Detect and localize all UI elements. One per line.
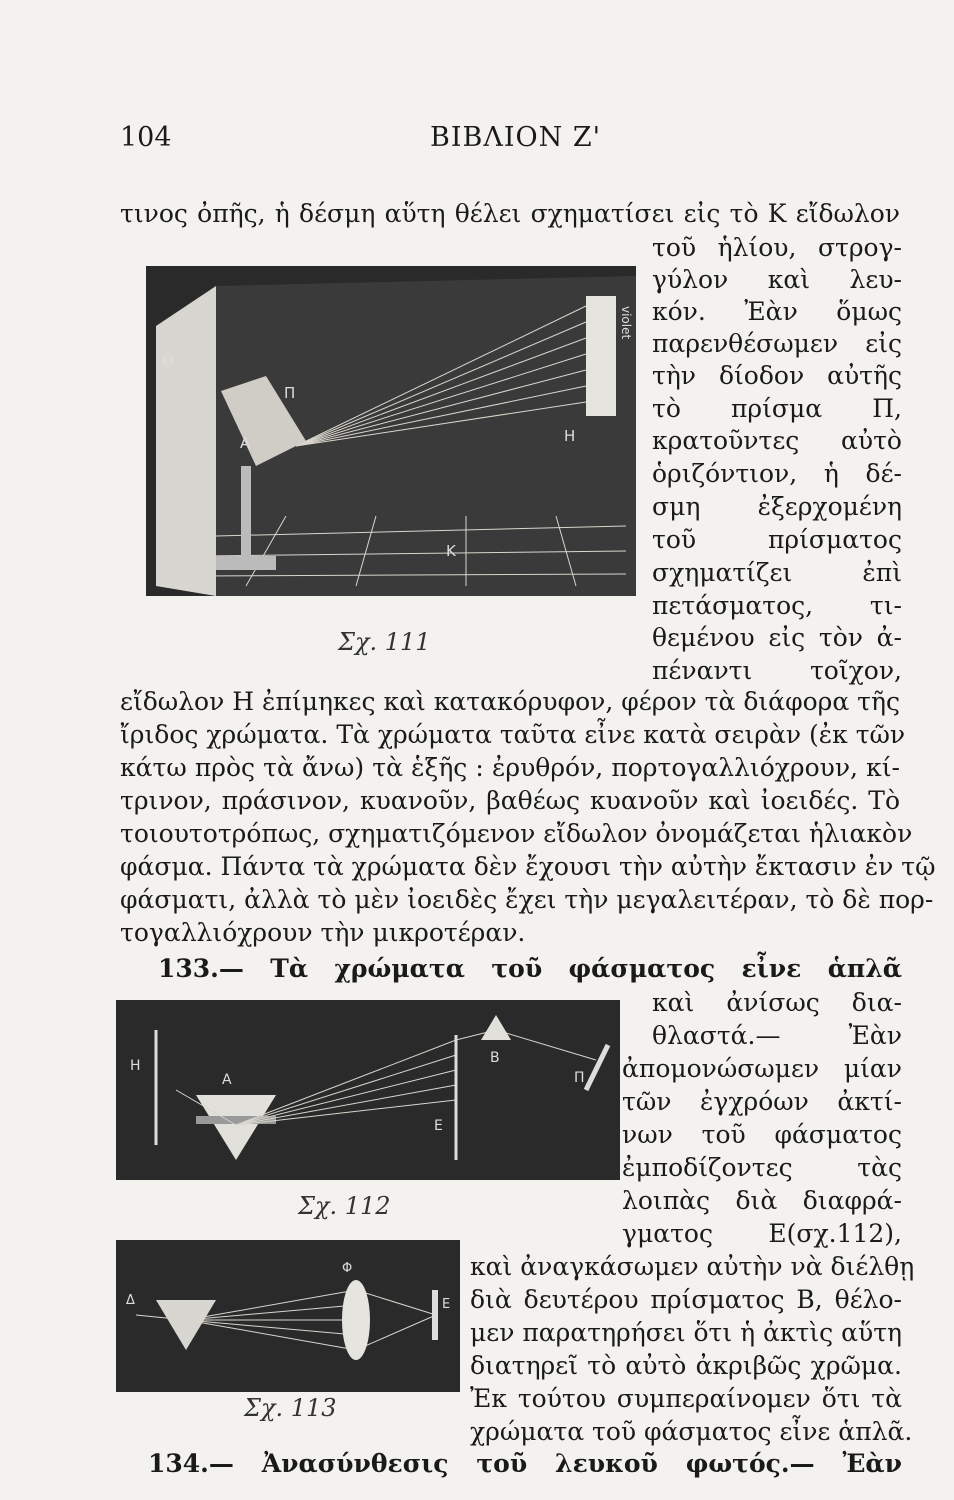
label-alpha: Α [222, 1072, 232, 1088]
text-line: φάσματι, ἀλλὰ τὸ μὲν ἰοειδὲς ἔχει τὴν μεγαλειτέραν, τὸ δὲ πορ- [120, 885, 934, 914]
figure-113-caption: Σχ. 113 [244, 1394, 337, 1422]
figure-112 [116, 1000, 620, 1180]
text-line: γύλον καὶ λευ- [652, 265, 902, 294]
text-line: σμη ἐξερχομένη [652, 492, 902, 521]
text-line: καὶ ἀνίσως δια- [652, 988, 902, 1017]
text-line: Ἐκ τούτου συμπεραίνομεν ὅτι τὰ [470, 1384, 902, 1413]
text-line: ἀπομονώσωμεν μίαν [622, 1054, 902, 1083]
figure-112-caption: Σχ. 112 [298, 1192, 391, 1220]
label-theta: Θ [162, 352, 174, 370]
text-line: τοῦ πρίσματος [652, 525, 902, 554]
text-line: τὸ πρίσμα Π, [652, 394, 902, 423]
text-line: εἴδωλον Η ἐπίμηκες καὶ κατακόρυφον, φέρον τὰ διάφορα τῆς [120, 687, 900, 716]
text-line: τοῦ ἡλίου, στρογ- [652, 233, 902, 262]
figure-113 [116, 1240, 460, 1392]
text-line: νων τοῦ φάσματος [622, 1120, 902, 1149]
text-line: γματος Ε(σχ.112), [622, 1219, 902, 1248]
text-line: φάσμα. Πάντα τὰ χρώματα δὲν ἔχουσι τὴν αὐτὴν ἔκτασιν ἐν τῷ [120, 852, 936, 881]
text-line: τογαλλιόχρουν τὴν μικροτέραν. [120, 918, 526, 947]
text-line: σχηματίζει ἐπὶ [652, 558, 902, 587]
page-header [120, 122, 900, 162]
text-line: διὰ δευτέρου πρίσματος Β, θέλο- [470, 1285, 902, 1314]
text-line: ἴριδος χρώματα. Τὰ χρώματα ταῦτα εἶνε κατὰ σειρὰν (ἐκ τῶν [120, 720, 906, 749]
text-line: μεν παρατηρήσει ὅτι ἡ ἀκτὶς αὕτη [470, 1318, 903, 1347]
label-pi: Π [284, 384, 296, 402]
text-line: τινος ὀπῆς, ἡ δέσμη αὕτη θέλει σχηματίσει εἰς τὸ Κ εἴδωλον [120, 199, 900, 228]
text-line: πέναντι τοῖχον, [652, 656, 902, 685]
label-epsilon: Ε [434, 1118, 443, 1134]
page-number: 104 [120, 122, 172, 153]
text-line: λοιπὰς διὰ διαφρά- [622, 1186, 902, 1215]
text-line: τρινον, πράσινον, κυανοῦν, βαθέως κυανοῦν καὶ ἰοειδές. Τὸ [120, 786, 900, 815]
label-eta: Η [564, 427, 576, 445]
figure-111 [146, 266, 636, 596]
label-kappa: Κ [446, 542, 456, 560]
text-line: κρατοῦντες αὐτὸ [652, 426, 902, 455]
label-alpha: Α [240, 434, 251, 452]
text-line: θεμένου εἰς τὸν ἀ- [652, 623, 902, 652]
label-delta: Δ [126, 1293, 135, 1308]
section-133-heading: 133.— Τὰ χρώματα τοῦ φάσματος εἶνε ἁπλᾶ [158, 954, 902, 983]
label-phi: Φ [342, 1261, 353, 1276]
text-line: θλαστά.— Ἐὰν [652, 1021, 902, 1050]
text-line: ἐμποδίζοντες τὰς [622, 1153, 902, 1182]
text-line: τοιουτοτρόπως, σχηματιζόμενον εἴδωλον ὀνομάζεται ἡλιακὸν [120, 819, 913, 848]
figure-111-caption: Σχ. 111 [338, 628, 431, 656]
label-pi: Π [574, 1070, 585, 1086]
text-line: ὁριζόντιον, ἡ δέ- [652, 459, 902, 488]
text-line: χρώματα τοῦ φάσματος εἶνε ἁπλᾶ. [470, 1417, 913, 1446]
label-beta: Β [490, 1050, 500, 1066]
text-line: τὴν δίοδον αὐτῆς [652, 361, 902, 390]
text-line: τῶν ἐγχρόων ἀκτί- [622, 1087, 902, 1116]
section-134-heading: 134.— Ἀνασύνθεσις τοῦ λευκοῦ φωτός.— Ἐὰν [148, 1449, 902, 1478]
text-line: διατηρεῖ τὸ αὐτὸ ἀκριβῶς χρῶμα. [470, 1351, 902, 1380]
text-line: κόν. Ἐὰν ὅμως [652, 297, 902, 326]
label-eta: Η [130, 1058, 141, 1074]
running-title: ΒΙΒΛΙΟΝ Ζ' [430, 122, 602, 153]
label-violet: violet [619, 306, 633, 340]
text-line: καὶ ἀναγκάσωμεν αὐτὴν νὰ διέλθῃ [470, 1252, 915, 1281]
text-line: παρενθέσωμεν εἰς [652, 329, 902, 358]
text-line: κάτω πρὸς τὰ ἄνω) τὰ ἑξῆς : ἐρυθρόν, πορτογαλλιόχρουν, κί- [120, 753, 900, 782]
text-line: πετάσματος, τι- [652, 591, 902, 620]
label-epsilon: Ε [442, 1297, 451, 1312]
